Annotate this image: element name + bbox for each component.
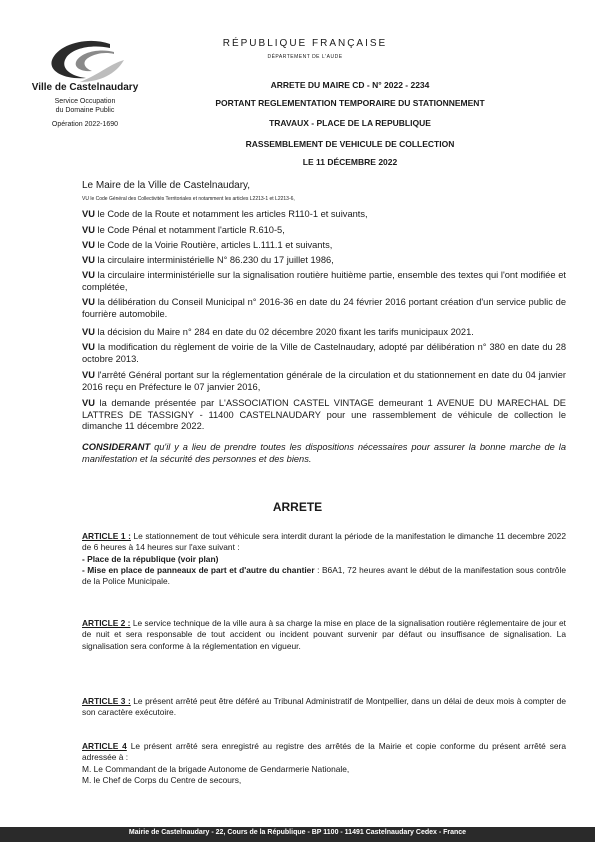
- vu-label: VU: [82, 342, 95, 352]
- vu-text: la circulaire interministérielle sur la signalisation routière huitième partie, ensemble des textes qui l'ont modifiée et complétée,: [82, 270, 566, 292]
- vu-text: la circulaire interministérielle N° 86.230 du 17 juillet 1986,: [94, 255, 334, 265]
- vu-item: [82, 297, 566, 320]
- recipient-line: M. le Chef de Corps du Centre de secours,: [82, 774, 242, 785]
- vu-label: VU: [82, 209, 95, 219]
- title-line-2: PORTANT REGLEMENTATION TEMPORAIRE DU STATIONNEMENT: [215, 98, 485, 108]
- vu-text: le Code Pénal et notamment l'article R.610-5,: [94, 225, 285, 235]
- vu-label: VU: [82, 370, 95, 380]
- recipient-line: M. Le Commandant de la brigade Autonome de Gendarmerie Nationale,: [82, 763, 350, 774]
- town-name: Ville de Castelnaudary: [31, 82, 139, 93]
- vu-text: l'arrêté Général portant sur la réglementation générale de la circulation et du stationnement en date du 04 janvier 2016 reçu en Préfecture le 07 janvier 2016,: [82, 370, 566, 392]
- considerant-item: [82, 442, 566, 465]
- vu-label: VU: [82, 225, 95, 235]
- vu-item: [82, 370, 566, 393]
- service-line-1: Service Occupation: [54, 98, 116, 105]
- vu-item: [82, 327, 566, 339]
- vu-text: le Code de la Route et notamment les articles R110-1 et suivants,: [94, 209, 368, 219]
- vu-item: [82, 209, 566, 221]
- vu-item: [82, 270, 566, 293]
- footer-address: Mairie de Castelnaudary - 22, Cours de la République - BP 1100 - 11491 Castelnaudary Cedex - France: [128, 829, 467, 836]
- vu-text: la décision du Maire n° 284 en date du 02 décembre 2020 fixant les tarifs municipaux 2021.: [94, 327, 474, 337]
- article-1-text: Le stationnement de tout véhicule sera interdit durant la période de la manifestation le dimanche 11 decembre 2022 de 6 heures à 14 heures sur l'axe suivant :: [82, 531, 567, 553]
- article-1-panels-label: - Mise en place de panneaux de part et d'autre du chantier: [82, 564, 315, 575]
- article-2-title: ARTICLE 2 :: [82, 618, 131, 628]
- vu-text: la modification du règlement de voirie de la Ville de Castelnaudary, adopté par délibération n° 380 en date du 28 octobre 2013.: [82, 342, 566, 364]
- codes-reference: VU le Code Général des Collectivités Territoriales et notamment les articles L2213-1 et L2213-6,: [82, 196, 295, 202]
- article-3: [82, 696, 566, 719]
- arrete-heading: ARRETE: [272, 500, 323, 514]
- vu-text: le Code de la Voirie Routière, articles L.111.1 et suivants,: [94, 240, 333, 250]
- town-logo: [40, 38, 132, 86]
- article-2-text: Le service technique de la ville aura à sa charge la mise en place de la signalisation routière réglementaire de jour et de nuit et sera responsable de tout accident ou incident pouvant survenir par défaut ou insuffisance de signalisation. La signalisation sera conforme à la réglementation en vigueur.: [82, 618, 567, 651]
- vu-label: VU: [82, 270, 95, 280]
- vu-label: VU: [82, 297, 95, 307]
- vu-label: VU: [82, 398, 95, 408]
- vu-item: [82, 398, 566, 433]
- mayor-intro: Le Maire de la Ville de Castelnaudary,: [82, 180, 251, 191]
- vu-label: VU: [82, 255, 95, 265]
- title-line-5: LE 11 DÉCEMBRE 2022: [302, 157, 398, 167]
- article-1-panels-text: : B6A1, 72 heures avant le début de la manifestation sous contrôle de la Police Municipale.: [82, 564, 566, 587]
- vu-item: [82, 225, 566, 237]
- department-header: DÉPARTEMENT DE L'AUDE: [267, 54, 343, 60]
- article-1-place: - Place de la république (voir plan): [82, 553, 219, 564]
- republic-header: RÉPUBLIQUE FRANÇAISE: [222, 38, 388, 49]
- vu-item: [82, 240, 566, 252]
- operation-number: Opération 2022-1690: [51, 121, 119, 128]
- service-line-2: du Domaine Public: [55, 107, 115, 114]
- article-4-title: ARTICLE 4: [82, 741, 127, 751]
- vu-label: VU: [82, 327, 95, 337]
- vu-item: [82, 255, 566, 267]
- article-3-text: Le présent arrêté peut être déféré au Tribunal Administratif de Montpellier, dans un délai de deux mois à compter de son caractère exécutoire.: [82, 696, 566, 718]
- article-3-title: ARTICLE 3 :: [82, 696, 131, 706]
- vu-text: la demande présentée par L'ASSOCIATION CASTEL VINTAGE demeurant 1 AVENUE DU MARECHAL DE LATTRES DE TASSIGNY - 11400 CASTELNAUDARY pour une rassemblement de véhicule de collection le dimanche 11 décembre 2022.: [82, 398, 566, 432]
- article-1-title: ARTICLE 1 :: [82, 531, 131, 541]
- considerant-label: CONSIDERANT: [82, 442, 151, 452]
- vu-item: [82, 342, 566, 365]
- article-4-text: Le présent arrêté sera enregistré au registre des arrêtés de la Mairie et copie conforme du présent arrêté sera adressée à :: [82, 741, 566, 763]
- vu-text: la délibération du Conseil Municipal n° 2016-36 en date du 24 février 2016 portant création d'un service public de fourrière automobile.: [82, 297, 566, 319]
- title-line-1: ARRETE DU MAIRE CD - N° 2022 - 2234: [270, 80, 430, 90]
- service-name: [20, 97, 150, 115]
- title-line-3: TRAVAUX - PLACE DE LA REPUBLIQUE: [269, 118, 431, 128]
- article-4: [82, 741, 566, 786]
- article-1: [82, 531, 566, 587]
- article-2: [82, 618, 566, 652]
- vu-label: VU: [82, 240, 95, 250]
- considerant-text: qu'il y a lieu de prendre toutes les dispositions nécessaires pour assurer la bonne marche de la manifestation et la sécurité des personnes et des biens.: [82, 442, 566, 464]
- title-line-4: RASSEMBLEMENT DE VEHICULE DE COLLECTION: [245, 139, 455, 149]
